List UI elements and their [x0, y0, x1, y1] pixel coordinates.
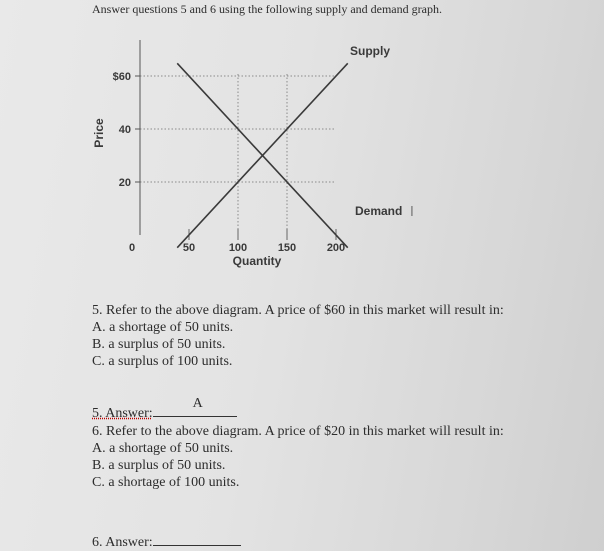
- question-6-prompt: 6. Refer to the above diagram. A price of $20 in this market will result in:: [92, 424, 504, 439]
- question-6-option-b: B. a surplus of 50 units.: [92, 458, 226, 473]
- answer-5-line: [92, 396, 237, 422]
- y-tick-label-2: $60: [112, 71, 131, 83]
- question-6-option-c: C. a shortage of 100 units.: [92, 475, 240, 490]
- question-6-option-a: A. a shortage of 50 units.: [92, 441, 234, 456]
- text-cursor-icon: I: [410, 205, 414, 220]
- series: [177, 63, 348, 247]
- question-5-option-a: A. a shortage of 50 units.: [92, 320, 234, 335]
- y-tick-label-0: 20: [118, 177, 131, 189]
- series-label-supply: Supply: [350, 44, 391, 58]
- question-5: [92, 302, 504, 370]
- question-5-option-c: C. a surplus of 100 units.: [92, 354, 233, 369]
- series-label-demand: Demand: [355, 204, 403, 218]
- answer-5-blank[interactable]: [153, 396, 237, 417]
- y-axis-label: Price: [92, 118, 106, 148]
- x-tick-label-3: 150: [277, 242, 297, 254]
- x-tick-label-2: 100: [228, 242, 248, 254]
- answer-6-label: 6. Answer:: [92, 535, 153, 550]
- answer-6-blank[interactable]: [153, 531, 241, 546]
- grid: [140, 74, 336, 235]
- x-axis-label: Quantity: [232, 254, 282, 268]
- answer-6-line: [92, 531, 241, 551]
- answer-5-label: 5. Answer:: [92, 406, 153, 421]
- x-tick-label-0: 0: [128, 242, 136, 254]
- axes: [135, 40, 336, 240]
- x-tick-label-1: 50: [182, 242, 196, 254]
- answer-5-value: A: [192, 396, 203, 411]
- question-5-prompt: 5. Refer to the above diagram. A price of $60 in this market will result in:: [92, 303, 504, 318]
- instructions: Answer questions 5 and 6 using the following supply and demand graph.: [92, 2, 442, 16]
- question-5-option-b: B. a surplus of 50 units.: [92, 337, 226, 352]
- x-tick-label-4: 200: [326, 242, 346, 254]
- question-6: [92, 423, 504, 491]
- y-tick-label-1: 40: [118, 124, 131, 136]
